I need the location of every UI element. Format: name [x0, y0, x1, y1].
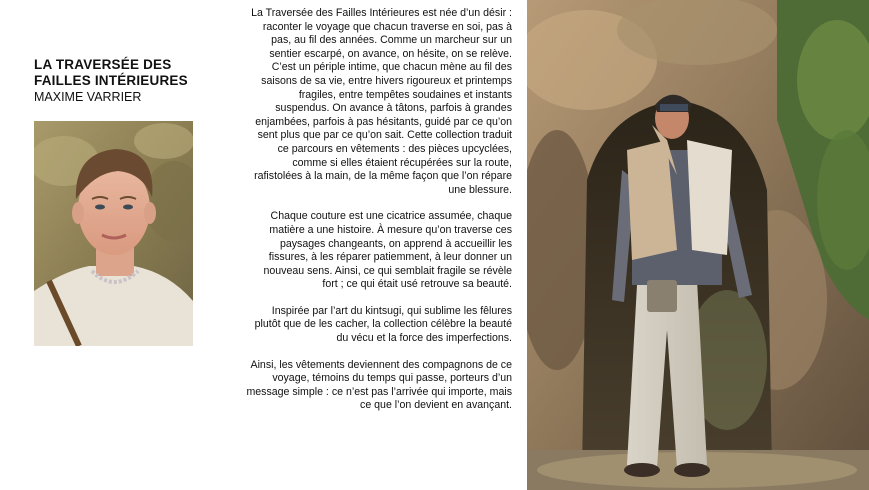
- designer-name: MAXIME VARRIER: [34, 90, 142, 104]
- paragraph: La Traversée des Failles Intérieures est née d’un désir : raconter le voyage que chacun traverse en soi, pas à pas, au fil des années. Comme un marcheur sur un sentier escarpé, on avance, on hésite, on se relève. C’est un périple intime, que chacun mène au fil des saisons de sa vie, entre hivers rigoureux et printemps fragiles, entre tempêtes soudaines et instants suspendus. On avance à tâtons, parfois à grandes enjambées, parfois à pas hésitants, guidé par ce qu’on sent plus que par ce qu’on sait. Cette collection traduit ce parcours en vêtements : des pièces upcyclées, comme si elles étaient récupérées sur la route, rafistolées à la main, de la même façon que l’on répare une blessure.: [251, 7, 512, 196]
- paragraph: Ainsi, les vêtements deviennent des compagnons de ce voyage, témoins du temps qui passe, porteurs d’un message simple : ce n’est pas l’arrivée qui importe, mais ce que l’on devient en avançant.: [246, 358, 512, 412]
- title-block: [34, 57, 224, 105]
- collection-title: LA TRAVERSÉE DES FAILLES INTÉRIEURES: [34, 57, 188, 88]
- paragraph: Inspirée par l’art du kintsugi, qui sublime les fêlures plutôt que de les cacher, la collection célèbre la beauté du vécu et la force des imperfections.: [254, 304, 512, 345]
- body-text: [246, 7, 512, 426]
- model-photo: [527, 0, 869, 490]
- designer-portrait: [34, 121, 193, 346]
- paragraph: Chaque couture est une cicatrice assumée, chaque matière a une histoire. À mesure qu’on traverse ces paysages changeants, on apprend à accueillir les fissures, à les réparer patiemment, à leur donner un nouveau sens. Ainsi, ce qui semblait fragile se révèle fort ; ce qui était usé retrouve sa beauté.: [263, 210, 512, 291]
